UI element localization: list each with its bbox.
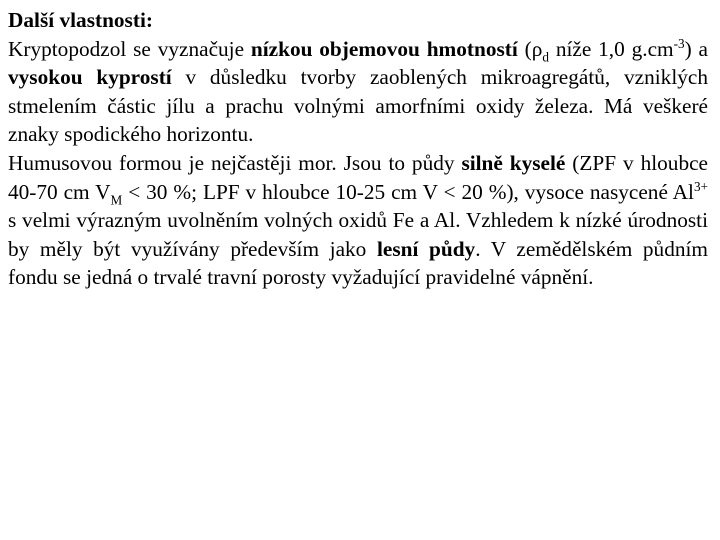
paragraph-text: níže 1,0 g.cm: [548, 36, 674, 61]
paragraph-text: ) a: [684, 36, 708, 61]
paragraph-text: Humusovou formou je nejčastěji mor. Jsou to půdy: [8, 150, 462, 175]
subscript-m: M: [110, 191, 123, 207]
paragraph-text: < 30 %; LPF v hloubce 10-25 cm V < 20 %), vysoce nasycené Al: [122, 179, 694, 204]
paragraph-humus: [8, 149, 708, 292]
superscript-3-plus: 3+: [693, 178, 708, 194]
subscript-d: d: [542, 48, 549, 64]
emphasis-high-porosity: vysokou kyprostí: [8, 65, 172, 90]
emphasis-forest-soils: lesní půdy: [376, 236, 476, 261]
section-heading: Další vlastnosti:: [8, 8, 153, 32]
paragraph-text: (ρ: [517, 36, 543, 61]
document-page: [8, 6, 708, 292]
paragraph-properties: [8, 35, 708, 149]
paragraph-text: s velmi výrazným uvolněním volných oxidů Fe a Al. Vzhledem k nízké úrodnosti by měly být využívány především jako: [8, 208, 708, 261]
superscript-minus-3: -3: [673, 35, 685, 51]
paragraph-text: Kryptopodzol se vyznačuje: [8, 36, 251, 61]
emphasis-strongly-acidic: silně kyselé: [461, 150, 566, 175]
emphasis-bulk-density: nízkou objemovou hmotností: [250, 36, 518, 61]
paragraph-text: . V zemědělském půdním fondu se jedná o trvalé travní porosty vyžadující pravidelné vápnění.: [8, 236, 708, 290]
paragraph-text: v důsledku tvorby zaoblených mikroagregátů, vzniklých stmelením částic jílu a prachu volnými amorfními oxidy železa. Má veškeré znaky spodického horizontu.: [8, 65, 708, 147]
paragraph-text: (ZPF v hloubce 40-70 cm V: [8, 150, 708, 204]
